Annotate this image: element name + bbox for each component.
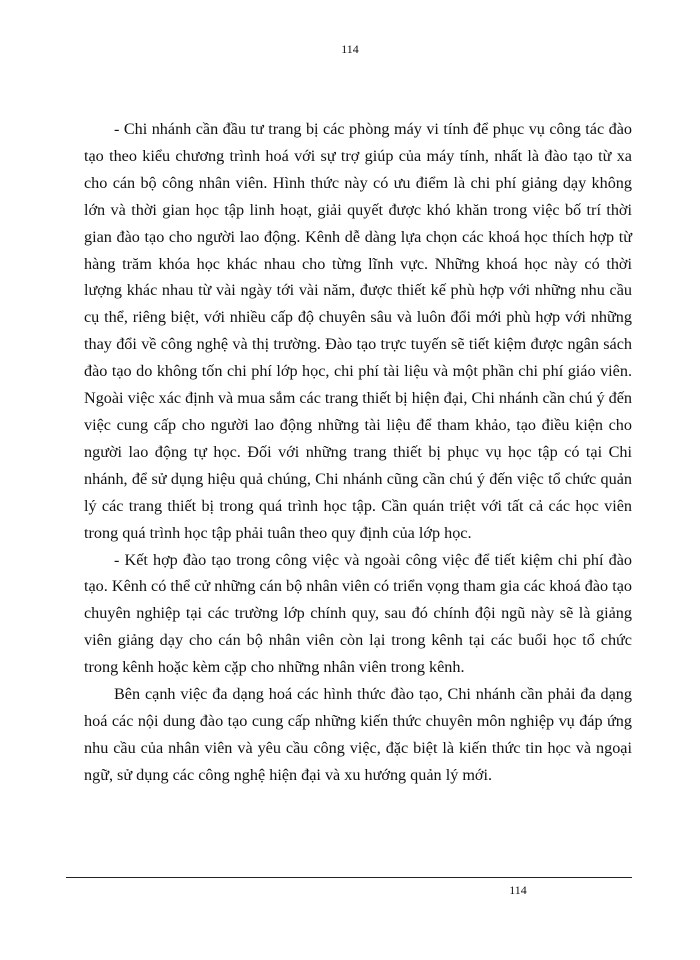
paragraph-computer-training: - Chi nhánh cần đầu tư trang bị các phòng máy vi tính để phục vụ công tác đào tạo theo kiểu chương trình hoá với sự trợ giúp của máy tính, nhất là đào tạo từ xa cho cán bộ công nhân viên. Hình thức này có ưu điểm là chi phí giảng dạy không lớn và thời gian học tập linh hoạt, giải quyết được khó khăn trong việc bố trí thời gian đào tạo cho người lao động. Kênh dễ dàng lựa chọn các khoá học thích hợp từ hàng trăm khóa học khác nhau cho từng lĩnh vực. Những khoá học này có thời lượng khác nhau từ vài ngày tới vài năm, được thiết kế phù hợp với những nhu cầu cụ thể, riêng biệt, với nhiều cấp độ chuyên sâu và luôn đổi mới phù hợp với những thay đổi về công nghệ và thị trường. Đào tạo trực tuyến sẽ tiết kiệm được ngân sách đào tạo do không tốn chi phí lớp học, chi phí tài liệu và một phần chi phí giáo viên. Ngoài việc xác định và mua sắm các trang thiết bị hiện đại, Chi nhánh cần chú ý đến việc cung cấp cho người lao động những tài liệu để tham khảo, tạo điều kiện cho người lao động tự học. Đối với những trang thiết bị phục vụ học tập có tại Chi nhánh, để sử dụng hiệu quả chúng, Chi nhánh cũng cần chú ý đến việc tổ chức quản lý các trang thiết bị trong quá trình học tập. Cần quán triệt với tất cả các học viên trong quá trình học tập phải tuân theo quy định của lớp học. — [84, 120, 632, 542]
header-page-number: 114 — [341, 42, 359, 56]
paragraph-content-diversification: Bên cạnh việc đa dạng hoá các hình thức đào tạo, Chi nhánh cần phải đa dạng hoá các nội dung đào tạo cung cấp những kiến thức chuyên môn nghiệp vụ đáp ứng nhu cầu của nhân viên và yêu cầu công việc, đặc biệt là kiến thức tin học và ngoại ngữ, sử dụng các công nghệ hiện đại và xu hướng quản lý mới. — [84, 685, 632, 784]
paragraph-combined-training: - Kết hợp đào tạo trong công việc và ngoài công việc để tiết kiệm chi phí đào tạo. Kênh có thể cử những cán bộ nhân viên có triển vọng tham gia các khoá đào tạo chuyên nghiệp tại các trường lớp chính quy, sau đó chính đội ngũ này sẽ là giảng viên giảng dạy cho cán bộ nhân viên còn lại trong kênh tại các buổi học tổ chức trong kênh hoặc kèm cặp cho những nhân viên trong kênh. — [84, 550, 632, 677]
document-body — [84, 116, 632, 789]
footer-page-number: 114 — [509, 883, 527, 897]
footer-divider — [66, 877, 632, 878]
